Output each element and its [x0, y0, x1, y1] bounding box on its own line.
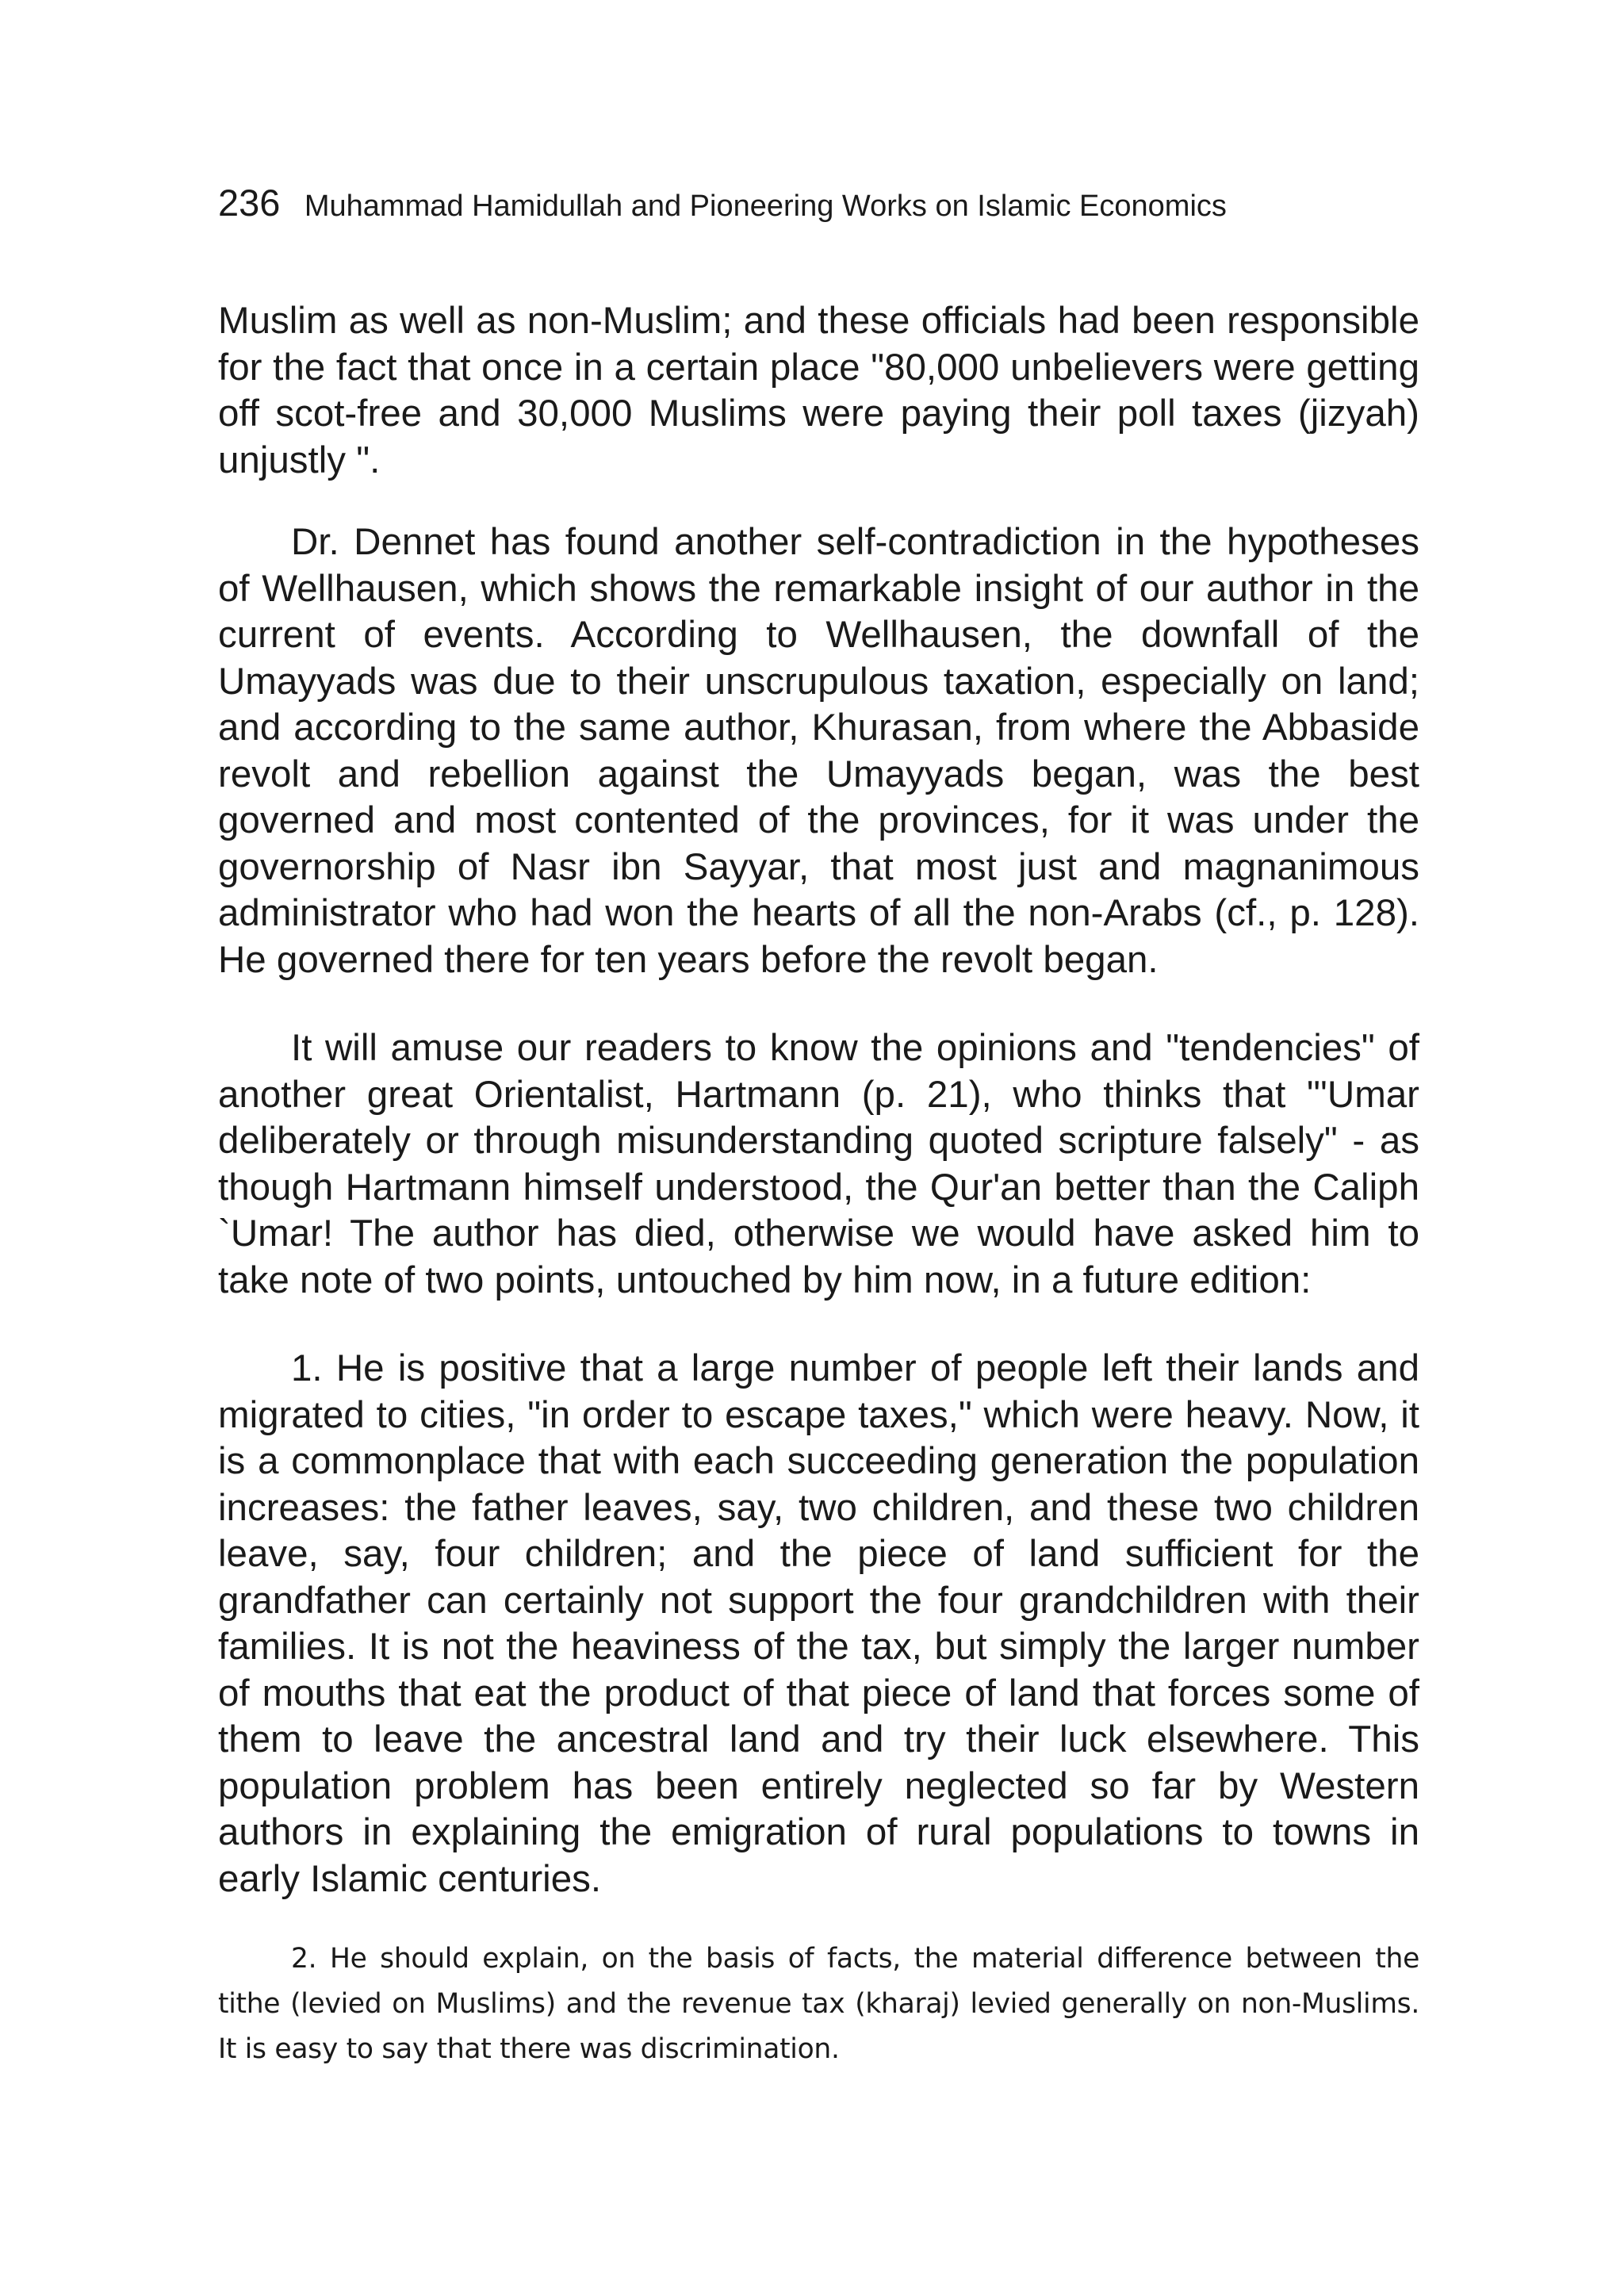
page-header: [218, 181, 1423, 224]
paragraph-dennet-wellhausen: Dr. Dennet has found another self-contradiction in the hypotheses of Wellhausen, which shows the remarkable insight of our author in the current of events. According to Wellhausen, the downfall of the Umayyads was due to their unscrupulous taxation, especially on land; and according to the same author, Khurasan, from where the Abbaside revolt and rebellion against the Umayyads began, was the best governed and most contented of the provinces, for it was under the governorship of Nasr ibn Sayyar, that most just and magnanimous administrator who had won the hearts of all the non-Arabs (cf., p. 128). He governed there for ten years before the revolt began.: [218, 521, 1419, 981]
page-number: 236: [218, 182, 281, 224]
paragraph-hartmann: It will amuse our readers to know the opinions and "tendencies" of another great Orientalist, Hartmann (p. 21), who thinks that "'Umar deliberately or through misunderstanding quoted scripture falsely" - as though Hartmann himself understood, the Qur'an better than the Caliph `Umar! The author has died, otherwise we would have asked him to take note of two points, untouched by him now, in a future edition:: [218, 1027, 1419, 1301]
running-title: Muhammad Hamidullah and Pioneering Works on Islamic Economics: [304, 190, 1227, 223]
paragraph-continuation: Muslim as well as non-Muslim; and these officials had been responsible for the fact that once in a certain place "80,000 unbelievers were getting off scot-free and 30,000 Muslims were paying their poll taxes (jizyah) unjustly ".: [218, 300, 1419, 481]
paragraph-point-two: 2. He should explain, on the basis of facts, the material difference between the tithe (levied on Muslims) and the revenue tax (kharaj) levied generally on non-Muslims. It is easy to say that there was discrimination.: [218, 1943, 1419, 2065]
paragraph-point-one: 1. He is positive that a large number of people left their lands and migrated to cities, "in order to escape taxes," which were heavy. Now, it is a commonplace that with each succeeding generation the population increases: the father leaves, say, two children, and these two children leave, say, four children; and the piece of land sufficient for the grandfather can certainly not support the four grandchildren with their families. It is not the heaviness of the tax, but simply the larger number of mouths that eat the product of that piece of land that forces some of them to leave the ancestral land and try their luck elsewhere. This population problem has been entirely neglected so far by Western authors in explaining the emigration of rural populations to towns in early Islamic centuries.: [218, 1347, 1419, 1900]
